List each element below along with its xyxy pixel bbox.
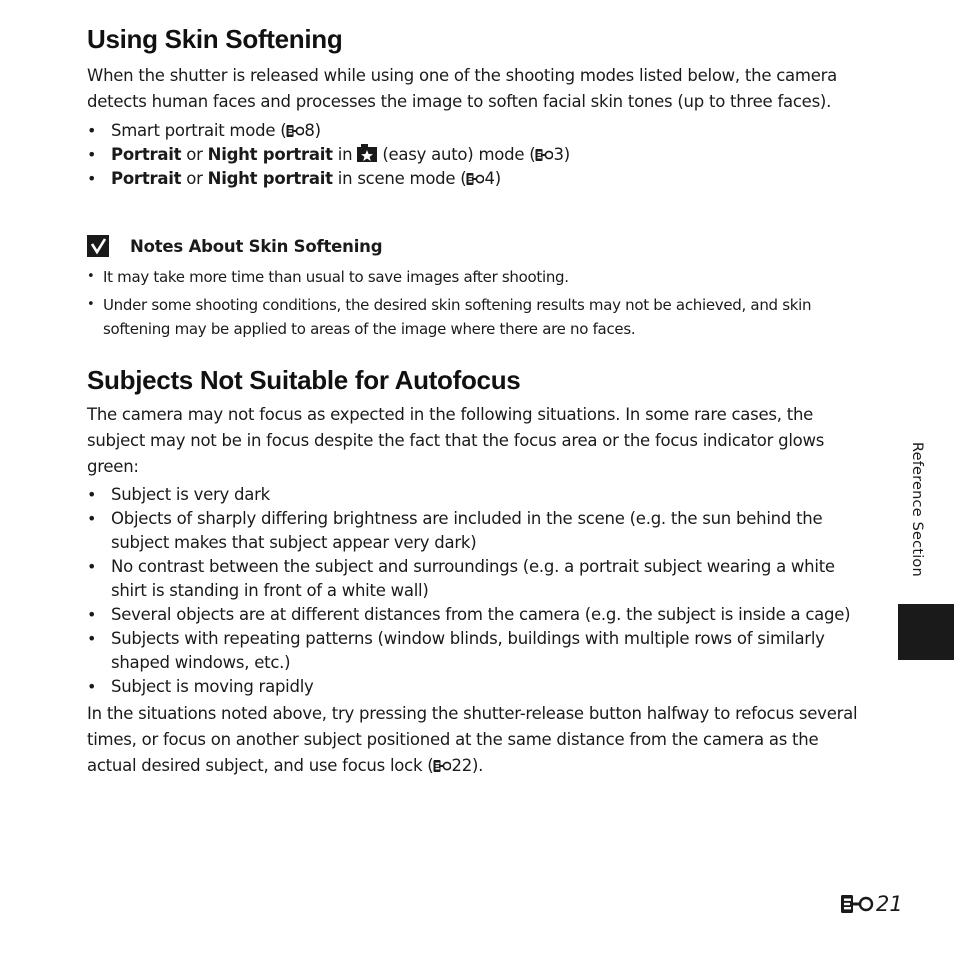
- note-list: [87, 265, 867, 341]
- reference-e-icon: [433, 759, 451, 773]
- list-item: • Smart portrait mode ( 8): [87, 119, 867, 143]
- reference-e-icon: [535, 148, 553, 162]
- list-item: • It may take more time than usual to save images after shooting.: [87, 265, 867, 289]
- list-item: • Subject is moving rapidly: [87, 675, 867, 699]
- reference-e-icon: [286, 124, 304, 138]
- note-header: [87, 235, 867, 257]
- list-item: • Objects of sharply differing brightness are included in the scene (e.g. the sun behind the subject makes that subject appear very dark): [87, 507, 867, 555]
- list-item: • Subjects with repeating patterns (window blinds, buildings with multiple rows of similarly shaped windows, etc.): [87, 627, 867, 675]
- list-item: • Several objects are at different distances from the camera (e.g. the subject is inside a cage): [87, 603, 867, 627]
- autofocus-outro: In the situations noted above, try pressing the shutter-release button halfway to refocus several times, or focus on another subject positioned at the same distance from the camera as the actual desired subject, and use focus lock ( 22).: [87, 704, 858, 775]
- section-tab-marker: [898, 604, 954, 660]
- autofocus-intro: The camera may not focus as expected in the following situations. In some rare cases, the subject may not be in focus despite the fact that the focus area or the focus indicator glows green:: [87, 405, 825, 476]
- reference-e-icon: [466, 172, 484, 186]
- easy-auto-icon: [357, 144, 377, 162]
- list-item: • Under some shooting conditions, the desired skin softening results may not be achieved, and skin softening may be applied to areas of the image where there are no faces.: [87, 293, 867, 341]
- list-item: • No contrast between the subject and surroundings (e.g. a portrait subject wearing a white shirt is standing in front of a white wall): [87, 555, 867, 603]
- autofocus-situation-list: [87, 483, 867, 699]
- side-section-label: Reference Section: [909, 442, 925, 577]
- section-heading-autofocus: Subjects Not Suitable for Autofocus: [87, 365, 521, 395]
- page-number: 21: [840, 892, 903, 916]
- skin-softening-intro: When the shutter is released while using one of the shooting modes listed below, the camera detects human faces and processes the image to soften facial skin tones (up to three faces).: [87, 66, 838, 111]
- checkmark-icon: [87, 235, 109, 257]
- note-title: Notes About Skin Softening: [130, 236, 383, 256]
- skin-softening-mode-list: [87, 119, 867, 191]
- page-content: [87, 22, 867, 779]
- list-item: • Subject is very dark: [87, 483, 867, 507]
- list-item: • Portrait or Night portrait in scene mode ( 4): [87, 167, 867, 191]
- reference-e-icon: [840, 893, 874, 915]
- section-heading-skin-softening: Using Skin Softening: [87, 24, 343, 54]
- list-item: • Portrait or Night portrait in (easy auto) mode ( 3): [87, 143, 867, 167]
